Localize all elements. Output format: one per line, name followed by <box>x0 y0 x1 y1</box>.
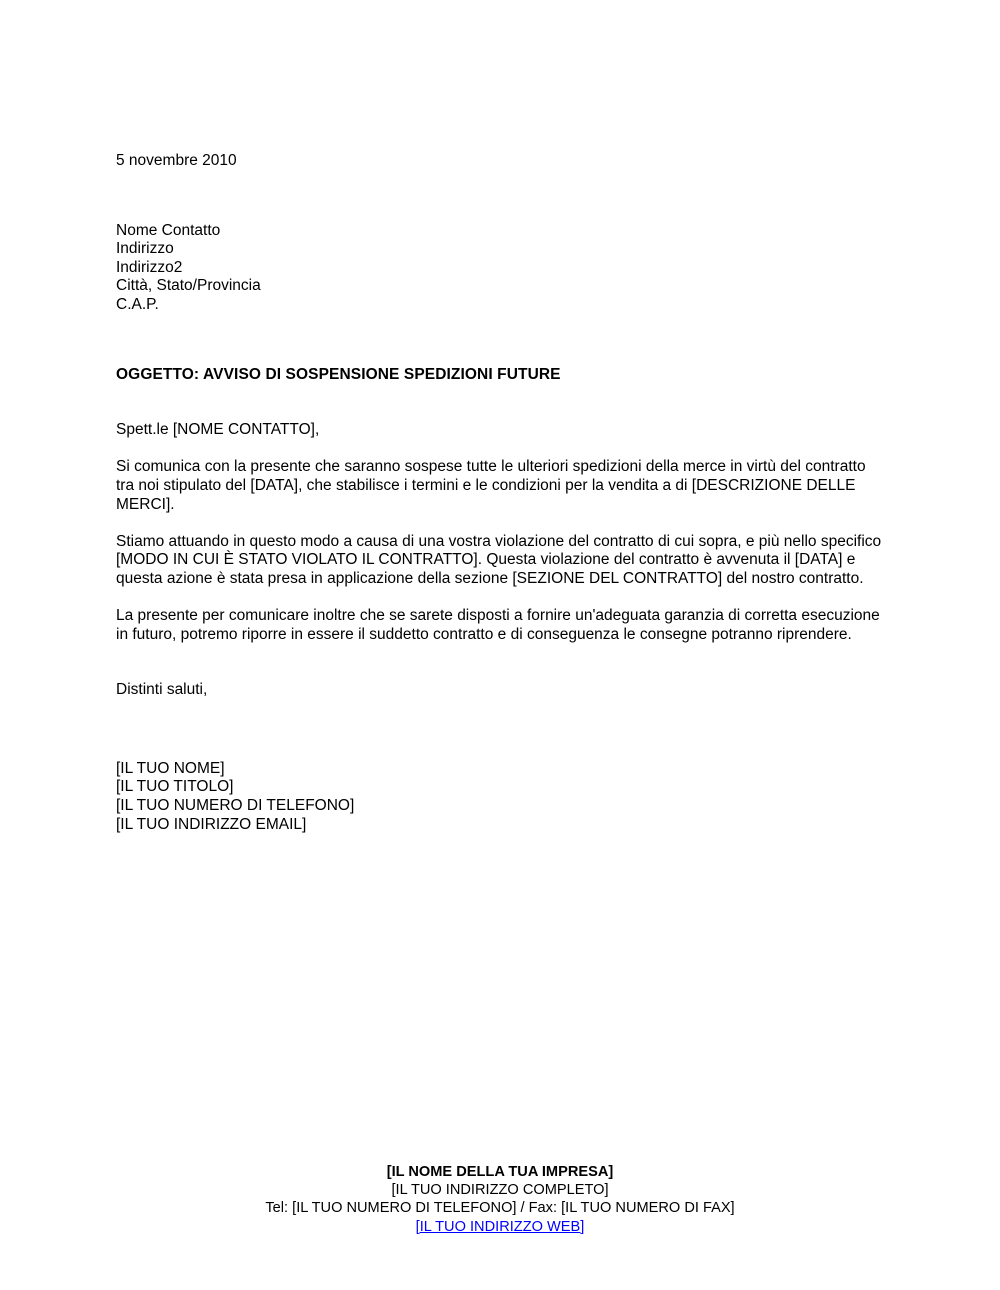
recipient-postal-code: C.A.P. <box>116 295 159 313</box>
body-paragraph-1: Si comunica con la presente che saranno sospese tutte le ulteriori spedizioni della merce in virtù del contratto tra noi stipulato del [DATA], che stabilisce i termini e le condizioni per la vendita a di [DESCRIZIONE DELLE MERCI]. <box>116 458 870 513</box>
recipient-address-1: Indirizzo <box>116 240 174 258</box>
spacer-before-subject <box>116 315 886 366</box>
signature-email: [IL TUO INDIRIZZO EMAIL] <box>116 815 307 833</box>
spacer-after-subject <box>116 384 886 421</box>
closing-salutation: Distinti saluti, <box>116 681 208 699</box>
signature-block <box>116 760 886 834</box>
footer-address: [IL TUO INDIRIZZO COMPLETO] <box>391 1182 609 1199</box>
footer-company-name: [IL NOME DELLA TUA IMPRESA] <box>386 1164 614 1180</box>
date-block <box>116 152 886 171</box>
subject-line: OGGETTO: AVVISO DI SOSPENSIONE SPEDIZIONI FUTURE <box>116 365 561 383</box>
recipient-address-2: Indirizzo2 <box>116 258 183 276</box>
body-paragraph-3: La presente per comunicare inoltre che se sarete disposti a fornire un'adeguata garanzia di corretta esecuzione in futuro, potremo riporre in essere il suddetto contratto e di conseguenza le consegne potranno riprendere. <box>116 607 885 643</box>
spacer-after-salutation <box>116 440 886 459</box>
spacer-paragraph-1 <box>116 514 886 533</box>
signature-title: [IL TUO TITOLO] <box>116 778 234 796</box>
letter-date: 5 novembre 2010 <box>116 152 237 169</box>
spacer-after-date <box>116 171 886 222</box>
recipient-city-state: Città, Stato/Provincia <box>116 277 261 295</box>
footer-website-link[interactable]: [IL TUO INDIRIZZO WEB] <box>415 1218 585 1235</box>
signature-phone: [IL TUO NUMERO DI TELEFONO] <box>116 797 355 815</box>
spacer-before-closing <box>116 644 886 681</box>
signature-space <box>116 700 886 760</box>
salutation: Spett.le [NOME CONTATTO], <box>116 421 320 439</box>
body-paragraph-2: Stiamo attuando in questo modo a causa di una vostra violazione del contratto di cui sopra, e più nello specifico [MODO IN CUI È STATO VIOLATO IL CONTRATTO]. Questa violazione del contratto è avvenuta il [DATA] e questa azione è stata presa in applicazione della sezione [SEZIONE DEL CONTRATTO] del nostro contratto. <box>116 532 886 587</box>
recipient-address-block <box>116 222 886 315</box>
signature-name: [IL TUO NOME] <box>116 759 225 777</box>
recipient-name: Nome Contatto <box>116 221 221 239</box>
spacer-paragraph-2 <box>116 589 886 608</box>
page-footer <box>0 1163 1000 1236</box>
letter-body <box>116 152 886 834</box>
footer-contact: Tel: [IL TUO NUMERO DI TELEFONO] / Fax: [IL TUO NUMERO DI FAX] <box>265 1200 735 1217</box>
footer-website-line <box>0 1218 1000 1236</box>
